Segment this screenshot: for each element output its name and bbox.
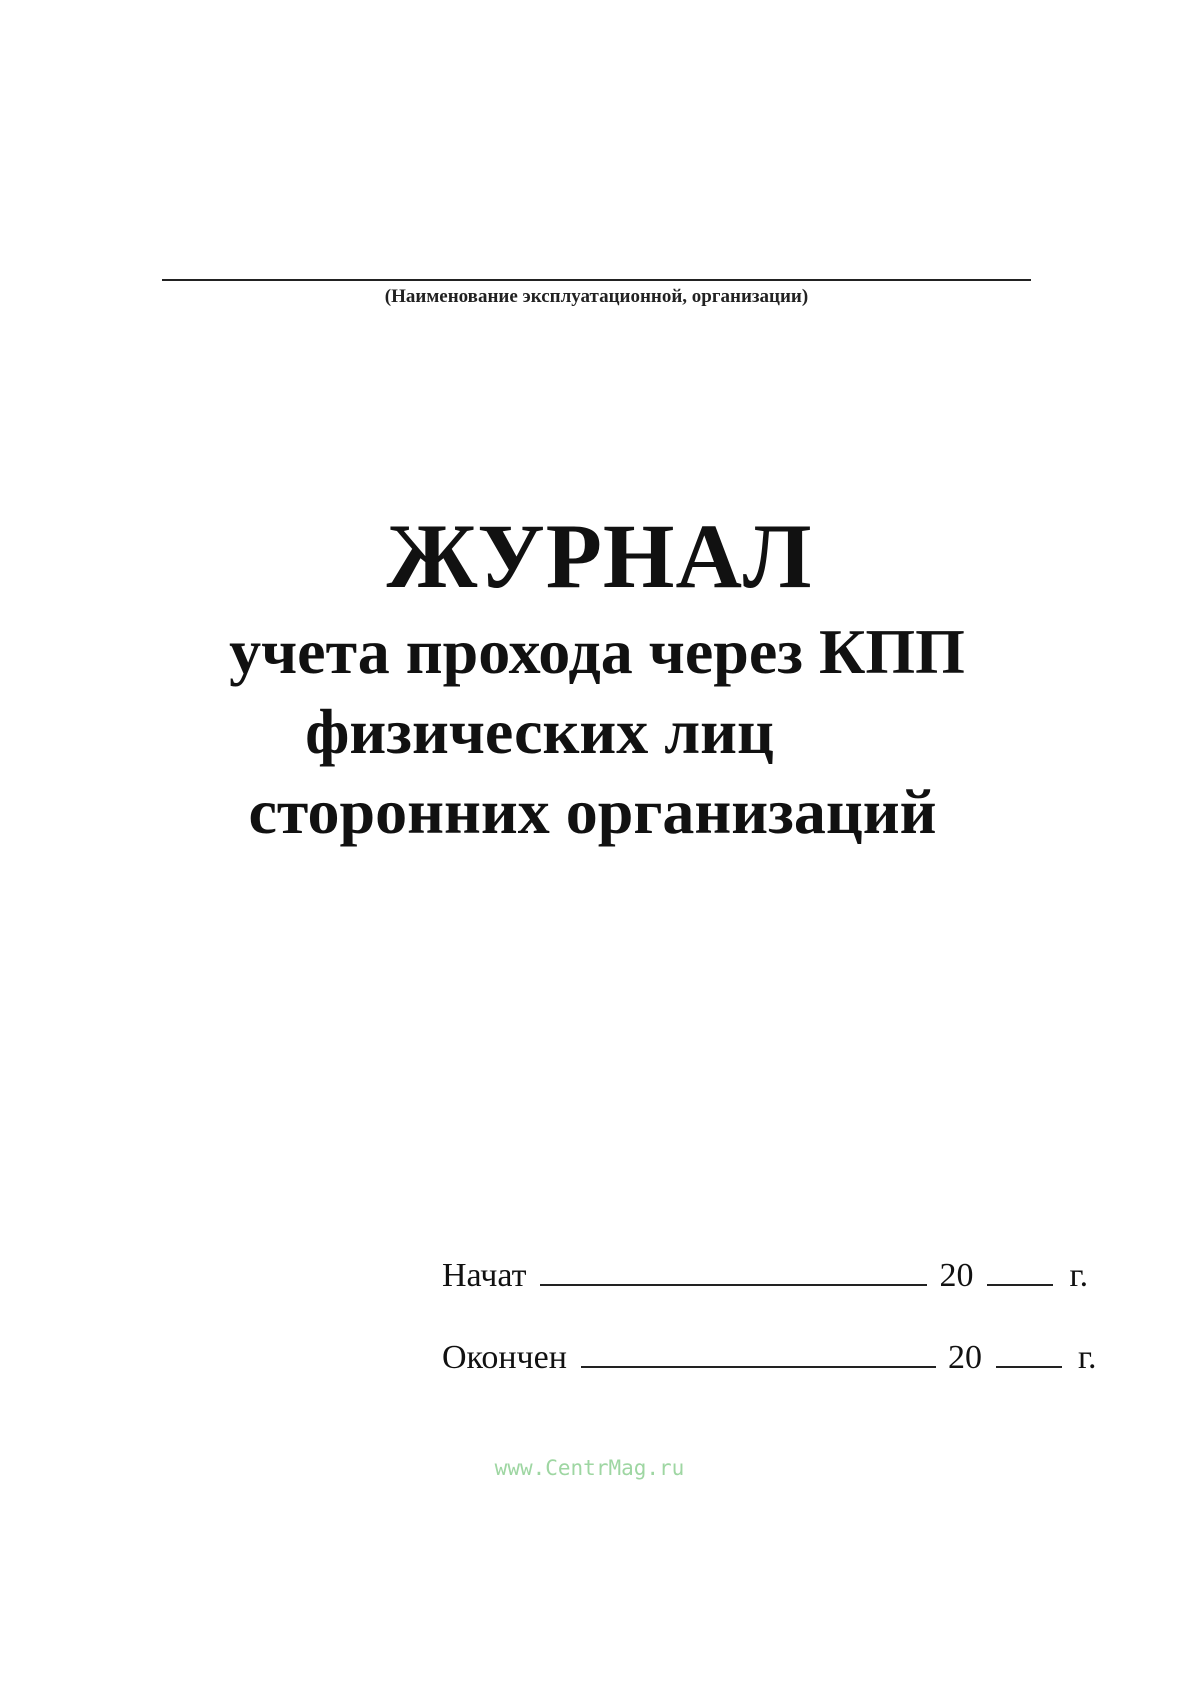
end-year-blank — [996, 1336, 1062, 1368]
organization-name-caption: (Наименование эксплуатационной, организации) — [384, 286, 809, 307]
end-date-row — [442, 1336, 1097, 1377]
start-date-blank — [540, 1254, 927, 1286]
subtitle-line-3: сторонних организаций — [248, 776, 937, 847]
subtitle-line-1: учета прохода через КПП — [229, 616, 965, 687]
end-year-suffix: г. — [1077, 1339, 1097, 1376]
organization-name-line — [162, 279, 1031, 281]
subtitle-line-2: физических лиц — [305, 696, 774, 767]
end-date-label: Окончен — [442, 1339, 567, 1376]
title-block — [0, 500, 1199, 852]
start-date-label: Начат — [442, 1257, 527, 1294]
watermark-url: www.CentrMag.ru — [494, 1456, 685, 1480]
start-year-blank — [987, 1254, 1053, 1286]
journal-title: ЖУРНАЛ — [386, 505, 813, 607]
end-century: 20 — [947, 1339, 982, 1376]
start-year-suffix: г. — [1069, 1257, 1089, 1294]
start-date-row — [442, 1254, 1088, 1295]
start-century: 20 — [939, 1257, 974, 1294]
end-date-blank — [581, 1336, 936, 1368]
